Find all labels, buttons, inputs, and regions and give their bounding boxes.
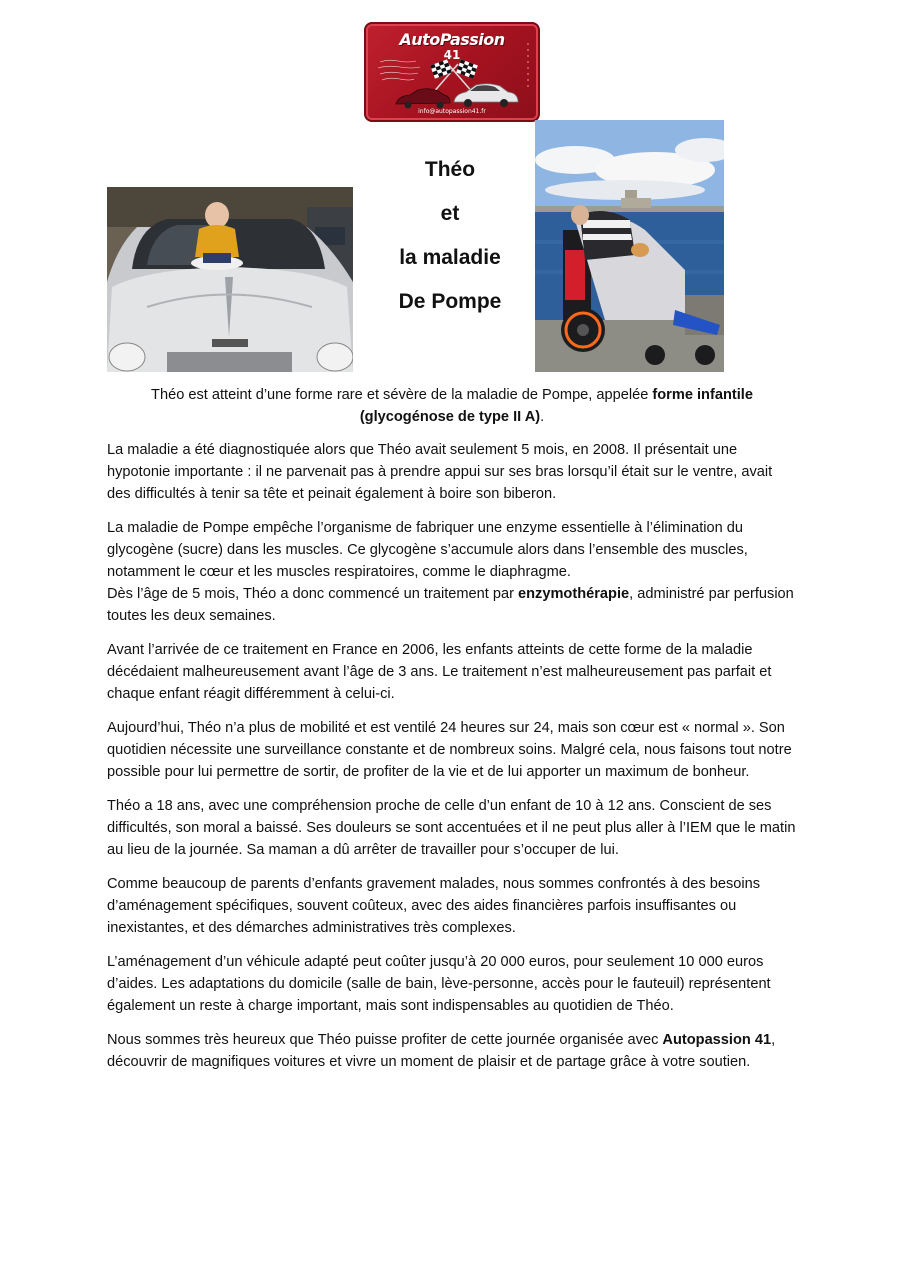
thanks-bold: Autopassion 41 [662,1032,772,1048]
intro-bold: forme infantile (glycogénose de type II A) [359,387,753,425]
title-line-4: De Pompe [398,290,502,313]
title-line-2: et [440,202,460,225]
paragraph-diagnosis: La maladie a été diagnostiquée alors que Théo avait seulement 5 mois, en 2008. Il présentait une hypotonie importante : il ne parvenait pas à prendre appui sur ses bras lorsqu’il était sur le ventre, avait des difficultés à tenir sa tête et peinait également à boire son biberon. [107,442,773,502]
treatment-end: , administré par perfusion toutes les deux semaines. [107,586,794,624]
title-line-3: la maladie [399,246,501,269]
document-title [365,148,535,324]
intro-paragraph [107,384,797,428]
intro-text: Théo est atteint d’une forme rare et sévère de la maladie de Pompe, appelée [151,387,653,403]
paragraph-history: Avant l’arrivée de ce traitement en France en 2006, les enfants atteints de cette forme de la maladie décédaient malheureusement avant l’âge de 3 ans. Le traitement n’est malheureusement pas parfait et chaque enfant réagit différemment à celui-ci. [107,642,772,702]
paragraph-costs: L’aménagement d’un véhicule adapté peut coûter jusqu’à 20 000 euros, pour seulement 10 000 euros d’aides. Les adaptations du domicile (salle de bain, lève-personne, accès pour le fauteuil) représentent également un reste à charge important, mais sont indispensables au quotidien de Théo. [107,954,771,1014]
paragraph-today: Aujourd’hui, Théo n’a plus de mobilité et est ventilé 24 heures sur 24, mais son cœur est « normal ». Son quotidien nécessite une surveillance constante et de nombreux soins. Malgré cela, nous faisons tout notre possible pour lui permettre de sortir, de profiter de la vie et de lui apporter un maximum de bonheur. [107,720,792,780]
red-car-icon [396,89,450,109]
script-text-decoration [378,60,420,80]
title-line-1: Théo [424,158,476,181]
logo-title: AutoPassion [399,30,505,49]
treatment-text: Dès l’âge de 5 mois, Théo a donc commencé un traitement par [107,586,519,602]
paragraph-needs: Comme beaucoup de parents d’enfants gravement malades, nous sommes confrontés à des besoins d’aménagement spécifiques, souvent coûteux, avec des aides financières parfois insuffisantes ou inexistantes, et des démarches administratives très complexes. [107,876,761,936]
autopassion-logo [364,22,540,122]
logo-email: info@autopassion41.fr [418,108,486,115]
paragraph-disease: La maladie de Pompe empêche l’organisme de fabriquer une enzyme essentielle à l’élimination du glycogène (sucre) dans les muscles. Ce glycogène s’accumule alors dans l’ensemble des muscles, notamment le cœur et les muscles respiratoires, comme le diaphragme. [107,520,748,580]
paragraph-age: Théo a 18 ans, avec une compréhension proche de celle d’un enfant de 10 à 12 ans. Conscient de ses difficultés, son moral a baissé. Ses douleurs se sont accentuées et il ne peut plus aller à l’IEM que le matin au lieu de la journée. Sa maman a dû arrêter de travailler pour s’occuper de lui. [107,798,796,858]
silver-car-icon [454,84,518,107]
paragraph-thanks [107,1029,797,1073]
paragraph-treatment [107,583,797,627]
thanks-text: Nous sommes très heureux que Théo puisse profiter de cette journée organisée avec [107,1032,663,1048]
intro-end: . [540,409,545,425]
baby-on-car-photo [107,187,353,372]
wheelchair-by-sea-photo [535,120,724,372]
logo-number: 41 [443,48,461,62]
body-text [107,384,797,1085]
thanks-end: , découvrir de magnifiques voitures et vivre un moment de plaisir et de partage grâce à votre soutien. [107,1032,776,1070]
treatment-bold: enzymothérapie [518,586,630,602]
